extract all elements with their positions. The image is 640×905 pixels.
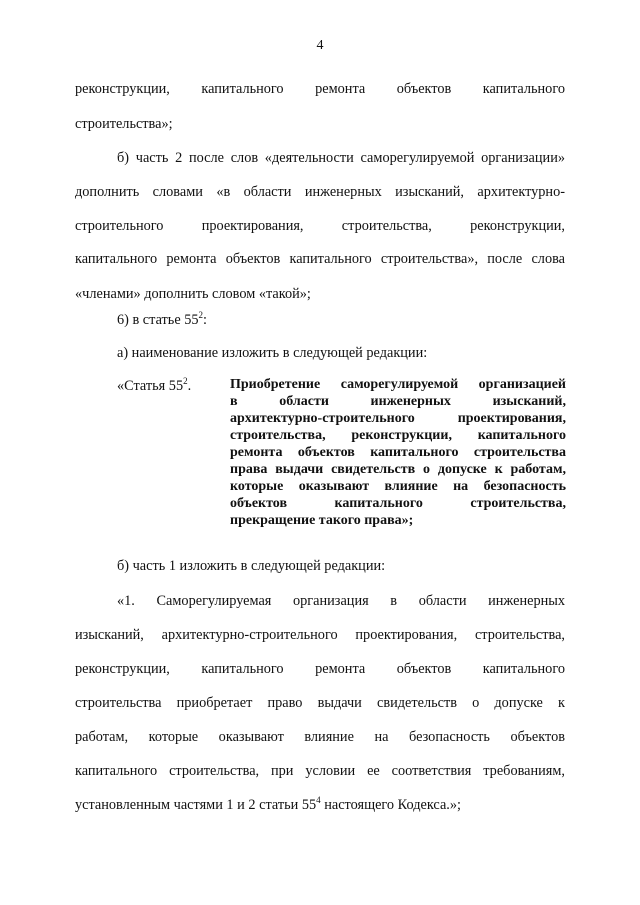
article-title-line: прекращение такого права»; <box>230 513 414 528</box>
article-label-suffix: . <box>187 378 192 394</box>
article-title-line: которые оказывают влияние на безопасность <box>230 479 566 494</box>
paragraph-6-line-4: строительства приобретает право выдачи свидетельств о допуске к <box>75 695 565 711</box>
article-title-line: объектов капитального строительства, <box>230 496 566 511</box>
paragraph-3-suffix: : <box>203 312 208 328</box>
paragraph-3 <box>117 311 207 329</box>
paragraph-5: б) часть 1 изложить в следующей редакции: <box>117 558 386 574</box>
paragraph-6-line-2: изысканий, архитектурно-строительного проектирования, строительства, <box>75 627 565 643</box>
paragraph-6-line-3: реконструкции, капитального ремонта объектов капитального <box>75 661 565 677</box>
paragraph-2-line-3: строительного проектирования, строительства, реконструкции, <box>75 218 565 234</box>
article-label-sup: 2 <box>183 376 188 386</box>
article-title-line: строительства, реконструкции, капитального <box>230 428 566 443</box>
paragraph-2-line-5: «членами» дополнить словом «такой»; <box>75 286 311 302</box>
paragraph-2-line-4: капитального ремонта объектов капитального строительства», после слова <box>75 251 565 267</box>
paragraph-6-line-7-sup: 4 <box>316 795 321 805</box>
article-title-line: ремонта объектов капитального строительства <box>230 445 566 460</box>
paragraph-1-line-2: строительства»; <box>75 116 173 132</box>
article-title-line: архитектурно-строительного проектирования, <box>230 411 566 426</box>
article-label <box>117 377 191 395</box>
paragraph-6-line-7-prefix: установленным частями 1 и 2 статьи 55 <box>75 797 317 813</box>
page-number: 4 <box>316 38 324 53</box>
paragraph-6-line-6: капитального строительства, при условии ее соответствия требованиям, <box>75 763 565 779</box>
paragraph-4: а) наименование изложить в следующей редакции: <box>117 345 428 361</box>
article-title-line: права выдачи свидетельств о допуске к работам, <box>230 462 566 477</box>
paragraph-1-line-1: реконструкции, капитального ремонта объектов капитального <box>75 81 565 97</box>
article-title-line: в области инженерных изысканий, <box>230 394 566 409</box>
article-label-text: «Статья 55 <box>117 378 184 394</box>
paragraph-6-line-1: «1. Саморегулируемая организация в области инженерных <box>117 593 565 609</box>
paragraph-6-line-7 <box>75 796 461 814</box>
article-title-line: Приобретение саморегулируемой организацией <box>230 377 566 392</box>
paragraph-3-text: 6) в статье 55 <box>117 312 199 328</box>
paragraph-2-line-1: б) часть 2 после слов «деятельности саморегулируемой организации» <box>117 150 565 166</box>
paragraph-2-line-2: дополнить словами «в области инженерных изысканий, архитектурно- <box>75 184 565 200</box>
paragraph-3-sup: 2 <box>198 310 204 320</box>
paragraph-6-line-5: работам, которые оказывают влияние на безопасность объектов <box>75 729 565 745</box>
paragraph-6-line-7-suffix: настоящего Кодекса.»; <box>320 797 461 813</box>
